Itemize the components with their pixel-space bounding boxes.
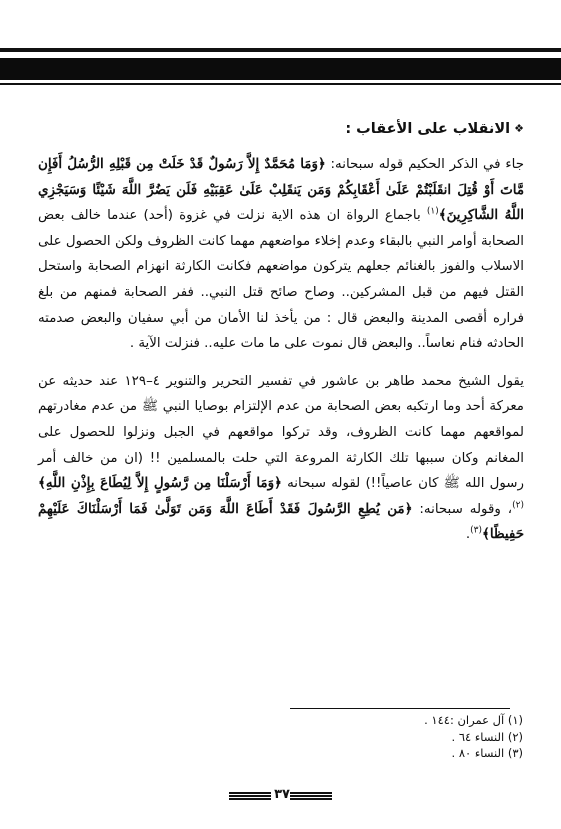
- diamond-bullet-icon: ❖: [514, 122, 524, 135]
- footnotes: [283, 712, 523, 762]
- footnote-ref-2[interactable]: (٢): [512, 500, 524, 511]
- footnote-divider: [290, 708, 510, 709]
- footnote-1: (١) آل عمران :١٤٤ .: [424, 713, 523, 727]
- paragraph-2: [38, 369, 524, 548]
- paragraph-1-intro: جاء في الذكر الحكيم قوله سبحانه:: [325, 157, 524, 172]
- header-rule-bottom: [0, 83, 561, 85]
- paragraph-2-end: .: [465, 527, 471, 543]
- page-footer: [0, 787, 561, 805]
- page-body: [38, 118, 524, 548]
- footnote-3: (٣) النساء ٨٠ .: [451, 746, 523, 760]
- footnote-ref-1[interactable]: (١): [426, 206, 439, 217]
- section-title: الانقلاب على الأعقاب :: [345, 121, 511, 137]
- header-rule-thick: [0, 58, 561, 80]
- page-number-ornament-left: [229, 792, 271, 800]
- section-heading: [38, 118, 524, 140]
- paragraph-1: [38, 152, 524, 357]
- quran-verse-3: ﴿مَن يُطِعِ الرَّسُولَ فَقَدْ أَطَاعَ اللَّهَ وَمَن تَوَلَّىٰ فَمَا أَرْسَلْنَاكَ عَلَيْهِمْ حَفِيظًا﴾: [38, 500, 524, 543]
- footnote-ref-3[interactable]: (٣): [470, 525, 482, 536]
- paragraph-2-body-1: يقول الشيخ محمد طاهر بن عاشور في تفسير التحرير والتنوير ٤–١٢٩ عند حديثه عن معركة أحد وما ارتكبه بعض الصحابة من عدم الإلتزام بوصايا النبي ﷺ من عدم مغادرتهم لمواقعهم مهما كانت الظروف، وقد تركوا مواقعهم في الجبل ونزلوا للحصول على المغانم وكان سببها تلك الكارثة المروعة التي حلت بالمسلمين !! (ان من خالف أمر رسول الله ﷺ كان عاصياً!!) لقوله سبحانه: [38, 373, 524, 492]
- page-number: ٣٧: [274, 787, 290, 802]
- quran-verse-2: ﴿وَمَا أَرْسَلْنَا مِن رَّسُولٍ إِلاَّ لِيُطَاعَ بِإِذْنِ اللَّهِ﴾: [38, 475, 282, 492]
- header-rule-thin: [0, 48, 561, 52]
- footnote-2: (٢) النساء ٦٤ .: [451, 729, 523, 744]
- paragraph-1-body: باجماع الرواة ان هذه الاية نزلت في غزوة (أحد) عندما خالف بعض الصحابة أوامر النبي بالبقاء وعدم إخلاء مواضعهم مهما كانت الظروف ولكن الحصول على الاسلاب والفوز بالغنائم جعلهم يتركون مواضعهم فكانت الكارثة انهزام الصحابة واستحل القتل فيهم من قبل المشركين.. وصاح صائح قتل النبي.. ففر الصحابة فمنهم من بلغ فراره أقصى المدينة والبعض قال : من يأخذ لنا الأمان من أبي سفيان والبعض صدمته الحادثه فنام نعاساً.. والبعض قال نموت على ما مات عليه.. فنزلت الآية .: [38, 208, 524, 352]
- paragraph-2-body-2: ، وقوله سبحانه:: [412, 501, 513, 517]
- page-number-ornament-right: [290, 792, 332, 800]
- header-band: [0, 0, 561, 84]
- quran-verse-1: ﴿وَمَا مُحَمَّدٌ إِلاَّ رَسُولٌ قَدْ خَلَتْ مِن قَبْلِهِ الرُّسُلُ أَفَإِن مَّاتَ أَوْ قُتِلَ انقَلَبْتُمْ عَلَىٰ أَعْقَابِكُمْ وَمَن يَنقَلِبْ عَلَىٰ عَقِبَيْهِ فَلَن يَضُرَّ اللَّهَ شَيْئًا وَسَيَجْزِي اللَّهُ الشَّاكِرِينَ﴾: [38, 156, 524, 224]
